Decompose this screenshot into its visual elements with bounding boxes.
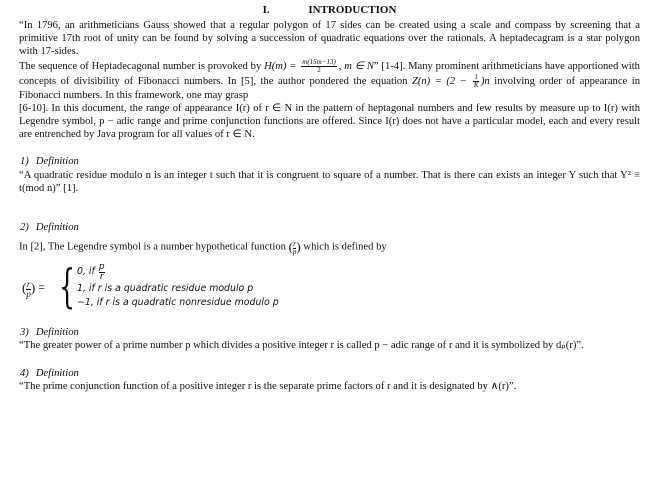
section-title: INTRODUCTION	[308, 4, 397, 16]
definition-3-label: Definition	[35, 327, 79, 339]
legendre-symbol-inline: ( $\frac{r}{p}$ )	[288, 239, 301, 256]
section-number: I.	[262, 4, 270, 16]
legendre-inline-denominator: p	[292, 247, 297, 256]
legendre-symbol-lhs: ( $\frac{r}{p}$ ) =	[22, 275, 45, 301]
definition-2-text-a: In [2], The Legendre symbol is a number hypothetical function	[19, 241, 289, 253]
zn-fraction-numerator: 1	[474, 72, 478, 81]
case-zero	[77, 262, 279, 282]
definition-4-title	[19, 367, 640, 380]
definition-2-label: Definition	[35, 222, 79, 234]
intro-p2-text-a: The sequence of Heptadecagonal number is provoked by	[19, 60, 265, 72]
zn-equation-end: )n	[480, 75, 490, 87]
definition-1-label: Definition	[35, 156, 79, 168]
cases-brace: {	[59, 259, 76, 314]
fraction-denominator: 2	[317, 65, 321, 74]
legendre-inline-fraction	[293, 241, 297, 256]
definition-3-text: “The greater power of a prime number p which divides a positive integer r is called p − adic range of r and it is symbolized by dₚ(r)”.	[19, 340, 584, 352]
legendre-inline-numerator: r	[293, 239, 297, 248]
cases-rows	[77, 262, 279, 310]
legendre-lhs-denominator: p	[26, 288, 31, 299]
zn-equation: Z(n) = (2 −	[411, 75, 472, 87]
definition-2-text	[19, 234, 640, 260]
definition-4-label: Definition	[35, 367, 79, 379]
fraction-numerator: m(15m−13)	[302, 57, 336, 66]
case-zero-text: 0, if	[77, 266, 95, 278]
case-nonresidue: −1, if r is a quadratic nonresidue modulo p	[77, 297, 279, 309]
intro-p2-text-b: ” [1-4]. Many prominent arithmeticians have apportioned with concepts of divisibility of Fibonacci numbers. In [5], the author pondered the equation	[19, 60, 640, 87]
case-zero-fraction	[99, 263, 105, 282]
legendre-lhs-fraction	[26, 280, 31, 299]
zn-fraction-denominator: K	[473, 80, 479, 89]
case-zero-numerator: p	[98, 261, 105, 272]
heptadecagonal-fraction	[301, 59, 337, 74]
definition-4-text: “The prime conjunction function of a positive integer r is the separate prime factors of r and it is designated by ∧(r)”.	[19, 380, 517, 392]
section-heading	[19, 4, 640, 18]
case-residue: 1, if r is a quadratic residue modulo p	[77, 283, 254, 295]
paper-page	[19, 4, 640, 393]
case-zero-denominator: r	[99, 271, 104, 282]
definition-3-title	[19, 326, 640, 339]
legendre-definition-cases	[19, 259, 640, 314]
definition-1-title	[19, 155, 640, 168]
definition-3-index: 3)	[20, 327, 29, 339]
definition-2-index: 2)	[20, 222, 29, 234]
natural-set-membership: , m ∈ N	[338, 60, 374, 72]
intro-p2-text-c: involving order of appearance in Fibonacci numbers. In this framework, one may grasp	[19, 75, 640, 101]
intro-paragraph-2	[19, 59, 640, 102]
definition-1-index: 1)	[20, 156, 29, 168]
definition-4-index: 4)	[20, 367, 29, 379]
definition-2-title	[19, 221, 640, 234]
intro-paragraph-3: [6-10]. In this document, the range of appearance I(r) of r ∈ N in the pattern of heptagonal numbers and few results by measure up to I(r) with Legendre symbol, p − adic range and prime conjunction functions are offered. Since I(r) does not have a particular model, each and every result are entrenched by Java program for all values of r ∈ N.	[19, 102, 640, 141]
legendre-lhs-numerator: r	[26, 278, 31, 289]
zn-fraction	[473, 74, 479, 89]
definition-2-text-b: which is defined by	[300, 241, 387, 253]
definition-1-text: “A quadratic residue modulo n is an integer t such that it is congruent to square of a number. That is there can exists an integer Y such that Y² ≡ t(mod n)” [1].	[19, 169, 640, 194]
intro-paragraph-1: “In 1796, an arithmeticians Gauss showed that a regular polygon of 17 sides can be created using a scale and compass by screening that a primitive 17th root of unity can be found by solving a succession of quadratic equations over the rationals. A heptadecagram is a star polygon with 17-sides.	[19, 20, 640, 58]
heptadecagonal-formula-lhs: H(m) =	[264, 60, 300, 72]
legendre-symbol-block: ( $\frac{r}{p}$ )	[22, 278, 36, 299]
